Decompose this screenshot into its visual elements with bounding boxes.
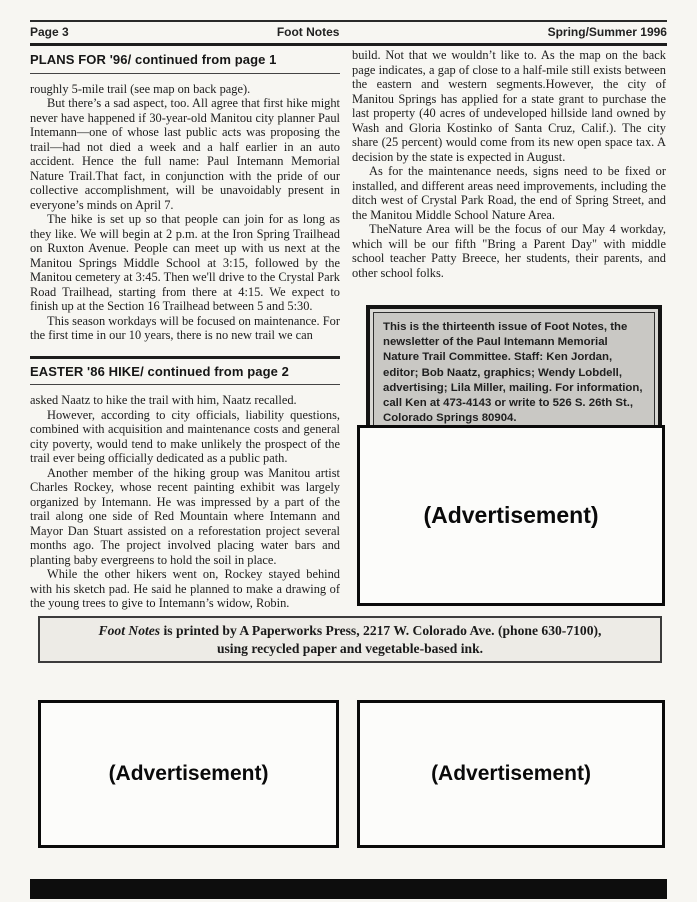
- printer-credit-line1: [40, 622, 660, 640]
- section-easter-hike: [30, 356, 340, 611]
- page-bottom-bar: [30, 879, 667, 899]
- paragraph: The hike is set up so that people can join for as long as they like. We will begin at 2 p.m. at the Iron Spring Trailhead on Ruxton Avenue. People can meet up with us next at the Manitou Springs Middle School at 3:15, followed by the Manitou cemetery at 3:45. Then we'll drive to the Crystal Park Road Trailhead, starting from there at 4:15. We expect to finish up at the Section 16 Trailhead between 5 and 5:30.: [30, 212, 340, 313]
- paragraph: However, according to city officials, liability questions, combined with acquisition and maintenance costs and general city poverty, would tend to make unlikely the prospect of the trail ever being officially dedicated as a public path.: [30, 407, 340, 465]
- advertisement-label: (Advertisement): [431, 762, 591, 785]
- printer-credit-text: is printed by A Paperworks Press, 2217 W. Colorado Ave. (phone 630-7100),: [160, 622, 602, 638]
- paragraph: Another member of the hiking group was Manitou artist Charles Rockey, whose recent painting exhibit was largely organized by Intemann. He was impressed by a part of the trail along one side of Red Mountain where Intemann and Mayor Dan Stuart assisted on a reforestation project several months ago. The project involved placing water bars and planting baby evergreens to hold the soil in place.: [30, 465, 340, 567]
- heading-underline: [30, 384, 340, 385]
- paragraph: roughly 5-mile trail (see map on back page).: [30, 81, 251, 96]
- paragraph: asked Naatz to hike the trail with him, Naatz recalled.: [30, 393, 297, 407]
- paragraph: TheNature Area will be the focus of our May 4 workday, which will be our fifth "Bring a Parent Day" with middle school teacher Patty Breece, her students, their parents, and other school folks.: [352, 222, 666, 280]
- advertisement-box: [38, 700, 339, 848]
- page-header: [30, 25, 667, 39]
- printer-credit-line2: using recycled paper and vegetable-based ink.: [216, 640, 484, 656]
- issue-date: Spring/Summer 1996: [547, 25, 667, 39]
- masthead-info-box: [366, 305, 662, 442]
- header-bottom-rule: [30, 43, 667, 46]
- printer-credit-box: [38, 616, 662, 663]
- heading-underline: [30, 73, 340, 74]
- paragraph: As for the maintenance needs, signs need to be fixed or installed, and different areas need improvements, including the ditch west of Crystal Park Road, the end of Spring Street, and the Manitou Middle School Nature Area.: [352, 164, 666, 222]
- advertisement-label: (Advertisement): [108, 762, 269, 785]
- section-heading-easter: EASTER '86 HIKE/ continued from page 2: [30, 363, 289, 379]
- advertisement-label: (Advertisement): [423, 502, 599, 528]
- masthead-info-text: This is the thirteenth issue of Foot Notes, the newsletter of the Paul Intemann Memorial Nature Trail Committee. Staff: Ken Jordan, editor; Bob Naatz, graphics; Wendy Lobdell, advertising; Lila Miller, mailing. For information, call Ken at 473-4143 or write to 526 S. 26th St., Colorado Springs 80904.: [373, 312, 655, 435]
- paragraph: But there’s a sad aspect, too. All agree that first hike might never have happened if 30-year-old Manitou city planner Paul Intemann—one of whose last public acts was proposing the trail—had not died a week and a half earlier in an auto accident. Hence the full name: Paul Intemann Memorial Nature Trail.That fact, in conjunction with the pride of our collective accomplishment, will be unavoidably present in everyone’s minds on April 7.: [30, 96, 340, 212]
- page-number: Page 3: [30, 25, 69, 39]
- left-column: [30, 50, 340, 611]
- paragraph: While the other hikers went on, Rockey stayed behind with his sketch pad. He said he planned to make a drawing of the young trees to give to Intemann’s widow, Robin.: [30, 567, 340, 610]
- advertisement-box: [357, 425, 665, 606]
- newsletter-title: Foot Notes: [276, 25, 340, 39]
- paragraph: This season workdays will be focused on maintenance. For the first time in our 10 years, there is no new trail we can: [30, 313, 340, 342]
- right-column: [352, 48, 666, 280]
- paragraph: build. Not that we wouldn’t like to. As the map on the back page indicates, a gap of close to a half-mile still exists between the eastern and western segments.However, the city of Manitou Springs has applied for a state grant to purchase the last property (40 acres of undeveloped hillside land owned by Wash and Gloria Kostinko of Santa Cruz, Calif.). The city share (25 percent) would come from its new open space tax. A decision by the state is expected in August.: [352, 48, 666, 164]
- advertisement-box: [357, 700, 665, 848]
- newsletter-title-italic: Foot Notes: [98, 622, 161, 638]
- header-top-rule: [30, 20, 667, 22]
- section-heading-plans: PLANS FOR '96/ continued from page 1: [30, 52, 277, 67]
